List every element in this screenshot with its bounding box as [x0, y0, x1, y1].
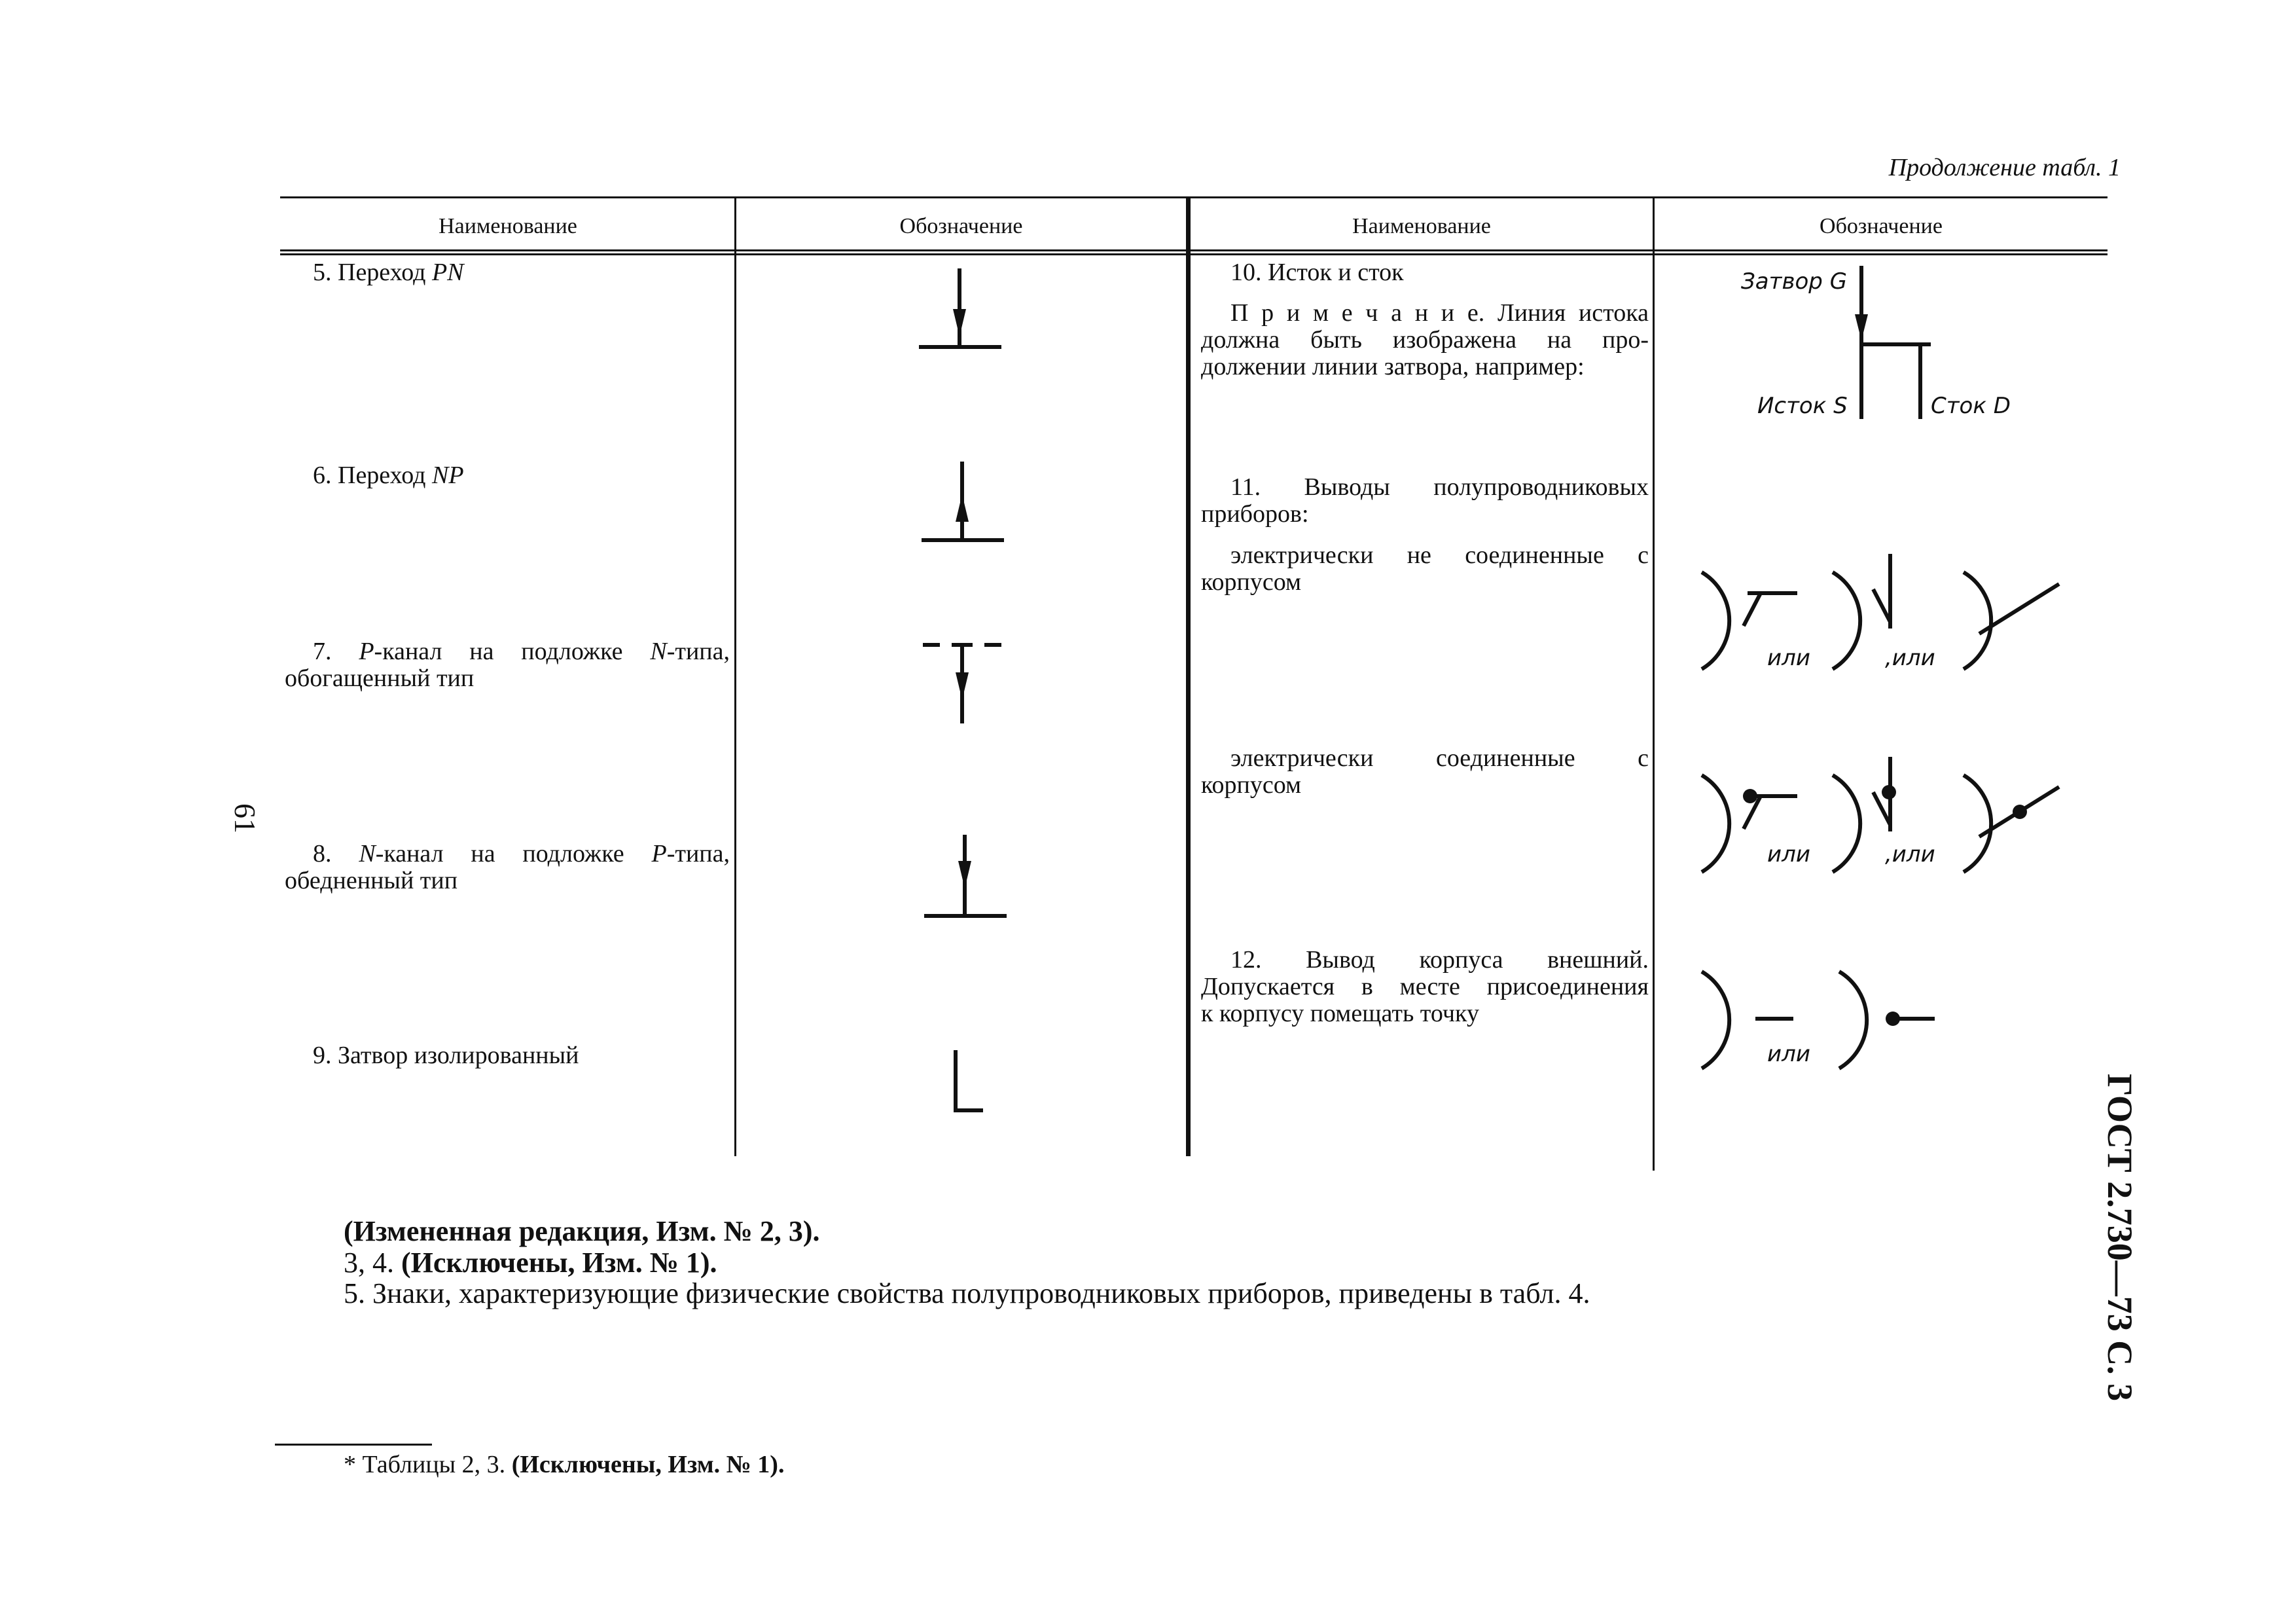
- row-11b-label: электрически соединенные с корпусом: [1201, 744, 1649, 799]
- or-label-3: или: [1767, 841, 1810, 867]
- row-8-label: 8. N-канал на подложке P-типа, обедненный тип: [285, 840, 730, 894]
- changed-edition-note: (Измененная редакция, Изм. № 2, 3).: [344, 1215, 820, 1247]
- col-header-name-right: Наименование: [1352, 214, 1491, 238]
- table-header-border-2: [280, 253, 2108, 255]
- or-label-2: ,или: [1885, 645, 1935, 671]
- or-label-1: или: [1767, 645, 1810, 671]
- row-12-label: 12. Вывод корпуса внешний. Допускается в месте присоединения к корпусу помещать точку: [1201, 946, 1649, 1027]
- or-label-4: ,или: [1885, 841, 1935, 867]
- row-9-label: 9. Затвор изолированный: [313, 1042, 579, 1069]
- row-10-note: П р и м е ч а н и е. Линия истока должна быть изображена на про- должении линии затвора, например:: [1201, 299, 1649, 380]
- page-number: 61: [228, 803, 262, 833]
- items-3-4-note: 3, 4. (Исключены, Изм. № 1).: [344, 1247, 717, 1279]
- table-center-divider: [1186, 196, 1191, 1156]
- drain-label: Сток D: [1931, 393, 2011, 419]
- item-5-text: 5. Знаки, характеризующие физические свойства полупроводниковых приборов, приведены в табл. 4.: [344, 1277, 1590, 1309]
- p-channel-enhancement-symbol: [916, 638, 1008, 730]
- table-continuation-label: Продолжение табл. 1: [1888, 154, 2121, 181]
- row-11a-label: электрически не соединенные с корпусом: [1201, 541, 1649, 596]
- source-drain-symbol: [1833, 262, 1950, 426]
- lead-connected-symbol-3: [1957, 766, 2075, 884]
- table-header-border: [280, 249, 2108, 251]
- insulated-gate-symbol: [942, 1048, 995, 1120]
- row-5-label: 5. Переход PN: [313, 259, 464, 286]
- gost-label: ГОСТ 2.730—73 С. 3: [2100, 1074, 2140, 1402]
- col-header-name-left: Наименование: [439, 214, 577, 238]
- table-col-divider-3: [1653, 196, 1655, 1171]
- footnote: * Таблицы 2, 3. (Исключены, Изм. № 1).: [344, 1451, 785, 1478]
- external-case-lead-symbol-2: [1833, 962, 1950, 1080]
- row-6-label: 6. Переход NP: [313, 462, 464, 489]
- footnote-rule: [275, 1444, 432, 1446]
- col-header-symbol-left: Обозначение: [899, 214, 1023, 238]
- row-11-label: 11. Выводы полупроводниковых приборов:: [1201, 473, 1649, 528]
- np-junction-symbol: [916, 462, 1008, 547]
- lead-not-connected-symbol-3: [1957, 563, 2075, 681]
- row-7-label: 7. P-канал на подложке N-типа, обогащенный тип: [285, 638, 730, 692]
- n-channel-depletion-symbol: [916, 835, 1008, 926]
- or-label-5: или: [1767, 1041, 1810, 1067]
- pn-junction-symbol: [916, 268, 1008, 354]
- table-col-divider-1: [734, 196, 736, 1156]
- gate-label: Затвор G: [1741, 268, 1848, 295]
- table-top-border: [280, 196, 2108, 198]
- source-label: Исток S: [1757, 393, 1848, 419]
- row-10-label: 10. Исток и сток: [1230, 259, 1404, 286]
- col-header-symbol-right: Обозначение: [1820, 214, 1943, 238]
